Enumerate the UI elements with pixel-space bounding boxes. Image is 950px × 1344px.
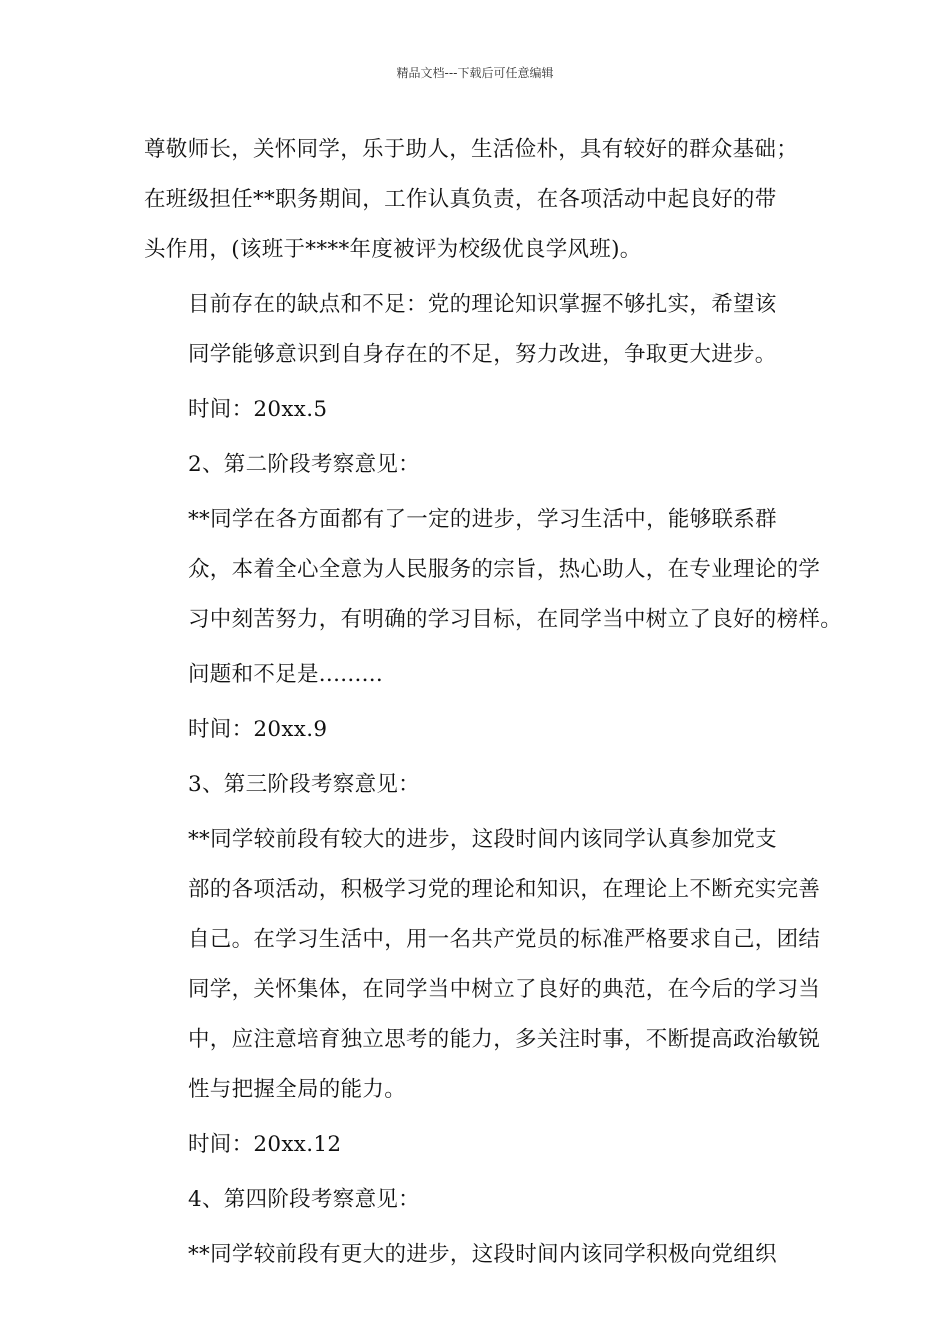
document-body <box>144 125 843 1285</box>
text-line: 时间：20xx.12 <box>188 1132 342 1157</box>
text-line: 同学，关怀集体，在同学当中树立了良好的典范，在今后的学习当 <box>188 977 821 1002</box>
paragraph <box>144 1120 808 1170</box>
paragraph <box>144 705 808 755</box>
text-line: 4、第四阶段考察意见： <box>188 1187 420 1212</box>
text-line: 2、第二阶段考察意见： <box>188 452 420 477</box>
text-line: 自己。在学习生活中，用一名共产党员的标准严格要求自己，团结 <box>188 927 821 952</box>
paragraph <box>144 280 808 380</box>
text-line: 时间：20xx.9 <box>188 717 328 742</box>
text-line: **同学在各方面都有了一定的进步，学习生活中，能够联系群 <box>188 507 777 532</box>
paragraph <box>144 385 808 435</box>
text-line: 问题和不足是......... <box>188 662 384 687</box>
paragraph <box>144 125 808 275</box>
text-line: 在班级担任**职务期间，工作认真负责，在各项活动中起良好的带 <box>144 187 777 212</box>
paragraph <box>144 440 808 490</box>
paragraph <box>144 760 808 810</box>
text-line: **同学较前段有更大的进步，这段时间内该同学积极向党组织 <box>188 1242 777 1267</box>
paragraph <box>144 650 808 700</box>
page-header: 精品文档---下载后可任意编辑 <box>396 66 554 80</box>
text-line: **同学较前段有较大的进步，这段时间内该同学认真参加党支 <box>188 827 777 852</box>
paragraph <box>144 1175 808 1225</box>
text-line: 中，应注意培育独立思考的能力，多关注时事，不断提高政治敏锐 <box>188 1027 821 1052</box>
paragraph <box>144 815 821 1115</box>
text-line: 性与把握全局的能力。 <box>188 1077 407 1102</box>
text-line: 同学能够意识到自身存在的不足，努力改进，争取更大进步。 <box>188 342 777 367</box>
text-line: 部的各项活动，积极学习党的理论和知识，在理论上不断充实完善 <box>188 877 821 902</box>
text-line: 头作用，(该班于****年度被评为校级优良学风班)。 <box>144 237 642 262</box>
text-line: 3、第三阶段考察意见： <box>188 772 420 797</box>
paragraph <box>144 495 843 645</box>
text-line: 目前存在的缺点和不足：党的理论知识掌握不够扎实，希望该 <box>188 292 777 317</box>
text-line: 习中刻苦努力，有明确的学习目标，在同学当中树立了良好的榜样。 <box>188 607 843 632</box>
text-line: 时间：20xx.5 <box>188 397 328 422</box>
text-line: 众，本着全心全意为人民服务的宗旨，热心助人，在专业理论的学 <box>188 557 821 582</box>
paragraph <box>144 1230 808 1280</box>
text-line: 尊敬师长，关怀同学，乐于助人，生活俭朴，具有较好的群众基础； <box>144 137 799 162</box>
